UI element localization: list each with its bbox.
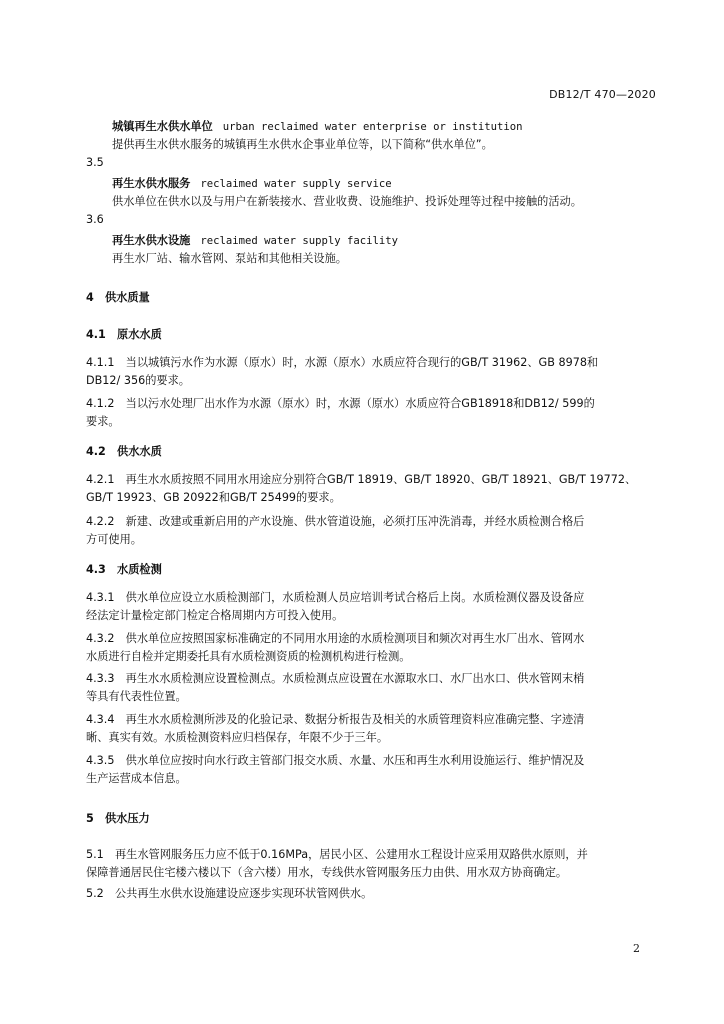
term-en: urban reclaimed water enterprise or institution <box>222 121 523 133</box>
section-5-heading: 5 供水压力 <box>86 812 150 825</box>
term-heading <box>112 118 660 136</box>
term-en: reclaimed water supply service <box>200 178 392 190</box>
clause-4-3-1 <box>86 589 660 625</box>
term-number: 3.6 <box>86 213 104 226</box>
clause-line: 晰、真实有效。水质检测资料应归档保存，年限不少于三年。 <box>86 731 389 744</box>
clause-line: 4.3.2 供水单位应按照国家标准确定的不同用水用途的水质检测项目和频次对再生水厂出水、管网水 <box>86 632 585 645</box>
section-4-heading: 4 供水质量 <box>86 291 150 304</box>
clause-line: 经法定计量检定部门检定合格周期内方可投入使用。 <box>86 609 344 622</box>
term-heading <box>112 232 660 250</box>
clause-4-3-5 <box>86 752 660 788</box>
clause-4-2-2 <box>86 513 660 549</box>
clause-line: 4.3.4 再生水水质检测所涉及的化验记录、数据分析报告及相关的水质管理资料应准确完整、字迹清 <box>86 713 585 726</box>
term-definition: 再生水厂站、输水管网、泵站和其他相关设施。 <box>112 252 347 265</box>
clause-line: 4.3.5 供水单位应按时向水行政主管部门报交水质、水量、水压和再生水利用设施运行、维护情况及 <box>86 754 585 767</box>
clause-4-1-1 <box>86 354 660 390</box>
section-4-2-heading: 4.2 供水水质 <box>86 445 162 458</box>
clause-5-1 <box>86 846 660 882</box>
term-heading <box>112 175 660 193</box>
clause-line: 4.1.2 当以污水处理厂出水作为水源（原水）时，水源（原水）水质应符合GB18918和DB12/ 599的 <box>86 397 595 410</box>
clause-line: 5.2 公共再生水供水设施建设应逐步实现环状管网供水。 <box>86 887 373 900</box>
page-number: 2 <box>633 942 640 955</box>
clause-line: 生产运营成本信息。 <box>86 772 187 785</box>
clause-line: GB/T 19923、GB 20922和GB/T 25499的要求。 <box>86 491 341 504</box>
clause-line: 4.2.2 新建、改建或重新启用的产水设施、供水管道设施，必须打压冲洗消毒，并经水质检测合格后 <box>86 515 585 528</box>
clause-line: 方可使用。 <box>86 533 142 546</box>
clause-line: 要求。 <box>86 415 120 428</box>
clause-4-1-2 <box>86 395 660 431</box>
clause-5-2 <box>86 885 660 903</box>
clause-4-3-3 <box>86 670 660 706</box>
term-number: 3.5 <box>86 156 104 169</box>
clause-4-3-4 <box>86 711 660 747</box>
term-definition: 提供再生水供水服务的城镇再生水供水企事业单位等，以下简称“供水单位”。 <box>112 138 493 151</box>
clause-line: 保障普通居民住宅楼六楼以下（含六楼）用水，专线供水管网服务压力由供、用水双方协商确定。 <box>86 866 568 879</box>
clause-line: 4.1.1 当以城镇污水作为水源（原水）时，水源（原水）水质应符合现行的GB/T 31962、GB 8978和 <box>86 356 599 369</box>
term-definition: 供水单位在供水以及与用户在新装接水、营业收费、设施维护、投诉处理等过程中接触的活动。 <box>112 195 582 208</box>
term-en: reclaimed water supply facility <box>200 235 399 247</box>
term-cn: 再生水供水设施 <box>112 234 191 247</box>
section-4-1-heading: 4.1 原水水质 <box>86 328 162 341</box>
clause-4-3-2 <box>86 630 660 666</box>
clause-line: 4.3.3 再生水水质检测应设置检测点。水质检测点应设置在水源取水口、水厂出水口、供水管网末梢 <box>86 672 585 685</box>
clause-line: DB12/ 356的要求。 <box>86 374 190 387</box>
clause-line: 4.3.1 供水单位应设立水质检测部门，水质检测人员应培训考试合格后上岗。水质检测仪器及设备应 <box>86 591 585 604</box>
document-id-header: DB12/T 470—2020 <box>549 88 656 101</box>
term-cn: 城镇再生水供水单位 <box>112 120 213 133</box>
clause-4-2-1 <box>86 471 660 507</box>
section-4-3-heading: 4.3 水质检测 <box>86 563 162 576</box>
clause-line: 4.2.1 再生水水质按照不同用水用途应分别符合GB/T 18919、GB/T 18920、GB/T 18921、GB/T 19772、 <box>86 473 637 486</box>
clause-line: 水质进行自检并定期委托具有水质检测资质的检测机构进行检测。 <box>86 650 411 663</box>
term-cn: 再生水供水服务 <box>112 177 191 190</box>
clause-line: 5.1 再生水管网服务压力应不低于0.16MPa，居民小区、公建用水工程设计应采用双路供水原则，并 <box>86 848 588 861</box>
clause-line: 等具有代表性位置。 <box>86 690 187 703</box>
